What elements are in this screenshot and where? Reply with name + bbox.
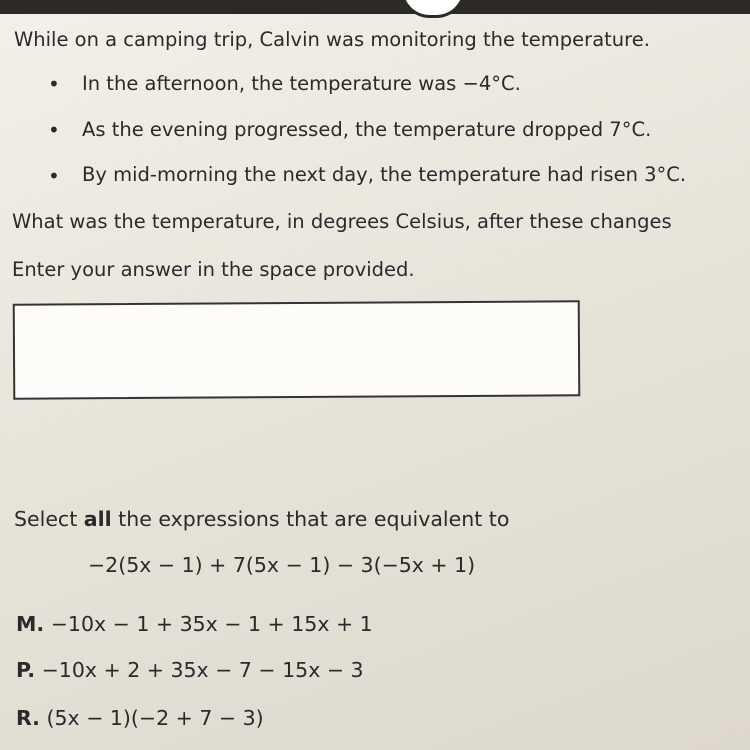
option-r-text: (5x − 1)(−2 + 7 − 3) xyxy=(46,706,264,730)
option-r-letter: R. xyxy=(16,706,40,730)
question2-stem-bold: all xyxy=(83,507,112,531)
bullet-icon: • xyxy=(48,72,60,96)
question1-stem: While on a camping trip, Calvin was monitoring the temperature. xyxy=(14,28,650,51)
question2-stem xyxy=(14,507,509,531)
question2-stem-post: the expressions that are equivalent to xyxy=(111,507,510,531)
option-p-text: −10x + 2 + 35x − 7 − 15x − 3 xyxy=(41,658,364,682)
question1-prompt: What was the temperature, in degrees Celsius, after these changes xyxy=(12,210,672,233)
bullet-icon: • xyxy=(48,118,60,142)
option-p[interactable] xyxy=(16,658,364,682)
option-r[interactable] xyxy=(16,706,264,730)
target-expression: −2(5x − 1) + 7(5x − 1) − 3(−5x + 1) xyxy=(88,553,476,577)
answer-input-box[interactable] xyxy=(13,300,581,399)
option-p-letter: P. xyxy=(16,658,36,682)
bullet-icon: • xyxy=(48,164,60,188)
question2-stem-pre: Select xyxy=(14,507,84,531)
option-m[interactable] xyxy=(16,612,373,636)
option-m-letter: M. xyxy=(16,612,45,636)
bullet-2-text: As the evening progressed, the temperature dropped 7°C. xyxy=(82,118,652,141)
logo-edge xyxy=(400,0,466,18)
question1-instruction: Enter your answer in the space provided. xyxy=(12,258,415,281)
bullet-3-text: By mid-morning the next day, the temperature had risen 3°C. xyxy=(82,163,687,186)
bullet-1-text: In the afternoon, the temperature was −4°C. xyxy=(82,72,521,95)
page-top-edge xyxy=(0,0,750,14)
option-m-text: −10x − 1 + 35x − 1 + 15x + 1 xyxy=(50,612,373,636)
